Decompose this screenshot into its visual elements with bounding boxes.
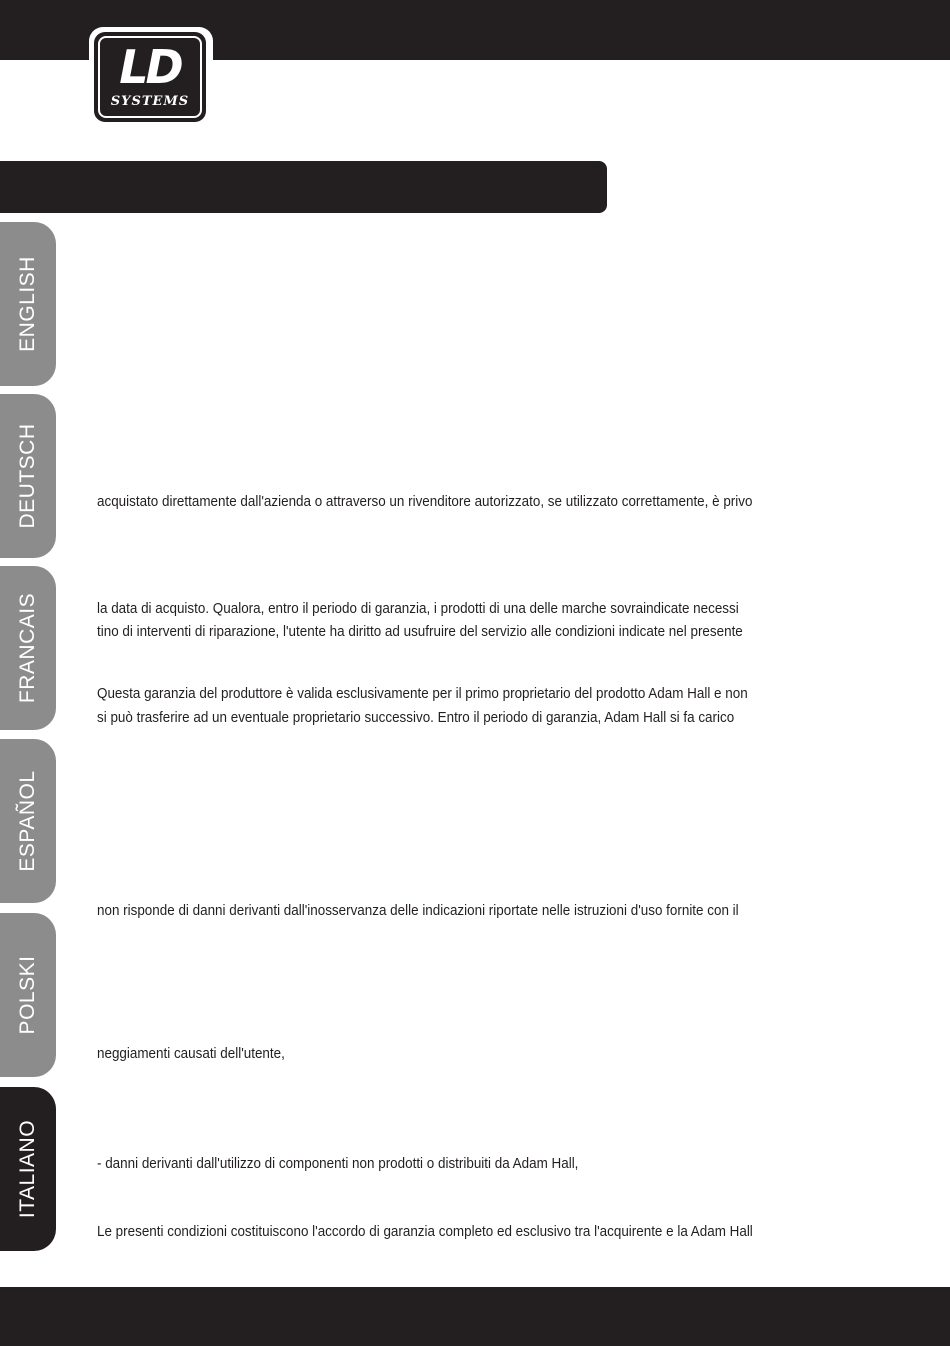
text-line: neggiamenti causati dell'utente, [97,1046,285,1062]
text-line: Questa garanzia del produttore è valida esclusivamente per il primo proprietario del prodotto Adam Hall e non [97,686,748,702]
tab-polski[interactable] [0,913,56,1077]
tab-label: FRANCAIS [16,592,39,704]
text-line: si può trasferire ad un eventuale proprietario successivo. Entro il periodo di garanzia, Adam Hall si fa carico [97,710,735,726]
text-line: non risponde di danni derivanti dall'inosservanza delle indicazioni riportate nelle istruzioni d'uso fornite con il [97,903,739,919]
text-line: acquistato direttamente dall'azienda o attraverso un rivenditore autorizzato, se utilizzato correttamente, è privo [97,494,753,510]
tab-italiano[interactable] [0,1087,56,1251]
logo-ld-text: LD [119,40,181,94]
ld-systems-logo [89,27,213,127]
tab-francais[interactable] [0,566,56,730]
logo-badge [94,32,206,122]
logo-systems-text: SYSTEMS [110,94,190,109]
footer-bar [0,1287,950,1346]
text-line: tino di interventi di riparazione, l'utente ha diritto ad usufruire del servizio alle condizioni indicate nel presente [97,624,743,640]
tab-label: ITALIANO [16,1119,39,1219]
tab-espanol[interactable] [0,739,56,903]
tab-label: DEUTSCH [16,423,39,529]
text-line: - danni derivanti dall'utilizzo di componenti non prodotti o distribuiti da Adam Hall, [97,1156,579,1172]
tab-label: ESPAÑOL [16,770,39,872]
tab-english[interactable] [0,222,56,386]
tab-label: ENGLISH [16,256,39,352]
text-line: la data di acquisto. Qualora, entro il periodo di garanzia, i prodotti di una delle marche sovraindicate necessi [97,601,739,617]
text-line: Le presenti condizioni costituiscono l'accordo di garanzia completo ed esclusivo tra l'acquirente e la Adam Hall [97,1224,753,1240]
section-title-bar [0,161,607,213]
tab-label: POLSKI [16,955,39,1035]
logo-border [98,36,202,118]
tab-deutsch[interactable] [0,394,56,558]
